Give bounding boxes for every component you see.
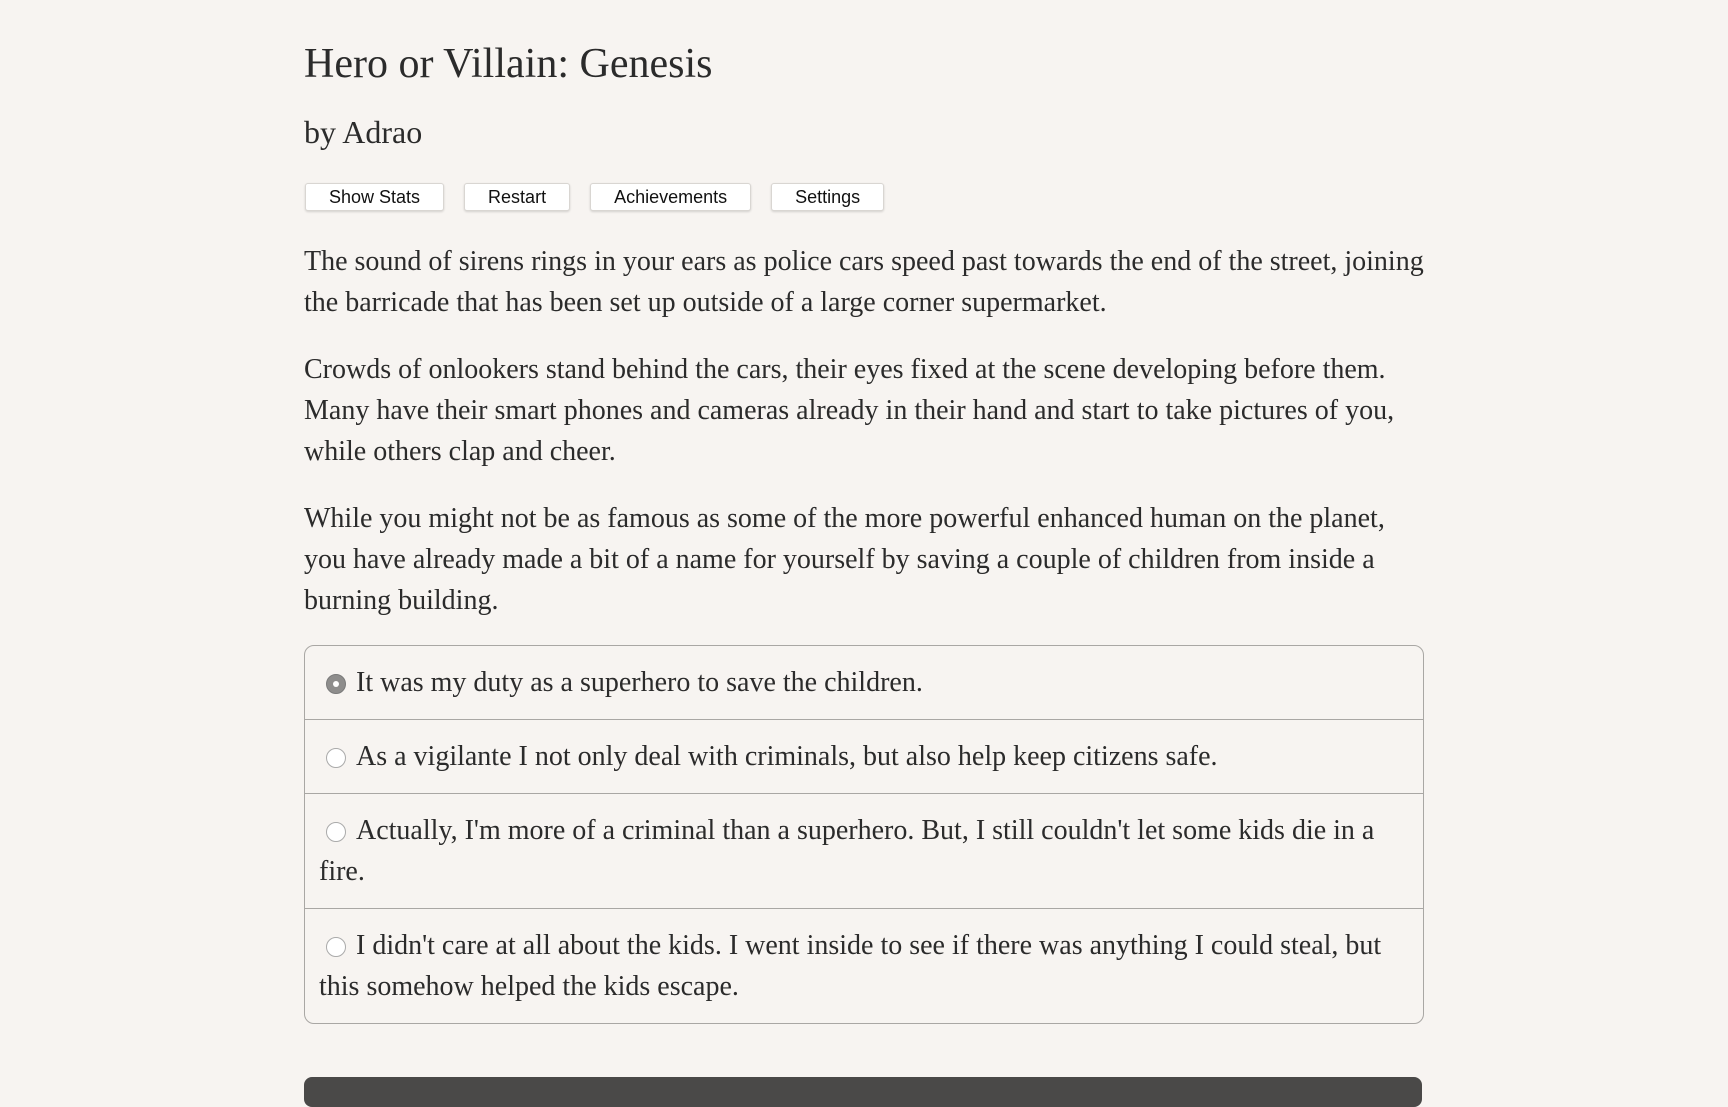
toolbar — [305, 183, 884, 211]
achievements-button[interactable]: Achievements — [590, 183, 751, 211]
settings-button[interactable]: Settings — [771, 183, 884, 211]
choice-option[interactable] — [305, 646, 1423, 719]
story-paragraph: Crowds of onlookers stand behind the cars, their eyes fixed at the scene developing before them. Many have their smart phones and cameras already in their hand and start to take pictures of you, while others clap and cheer. — [304, 354, 1395, 467]
story-paragraph: The sound of sirens rings in your ears as police cars speed past towards the end of the street, joining the barricade that has been set up outside of a large corner supermarket. — [304, 246, 1424, 318]
radio-icon[interactable] — [326, 822, 346, 842]
story-paragraph: While you might not be as famous as some of the more powerful enhanced human on the planet, you have already made a bit of a name for yourself by saving a couple of children from inside a burning building. — [304, 503, 1385, 616]
restart-button[interactable]: Restart — [464, 183, 570, 211]
radio-icon[interactable] — [326, 748, 346, 768]
show-stats-button[interactable]: Show Stats — [305, 183, 444, 211]
choice-label: As a vigilante I not only deal with criminals, but also help keep citizens safe. — [356, 741, 1218, 772]
author-line: by Adrao — [304, 114, 423, 150]
choice-option[interactable] — [305, 793, 1423, 908]
game-title: Hero or Villain: Genesis — [304, 41, 713, 87]
choice-option[interactable] — [305, 719, 1423, 793]
choice-option[interactable] — [305, 908, 1423, 1023]
choice-list — [304, 645, 1424, 1024]
choice-label: It was my duty as a superhero to save the children. — [356, 667, 923, 698]
choice-label: Actually, I'm more of a criminal than a superhero. But, I still couldn't let some kids die in a fire. — [319, 815, 1375, 887]
choice-label: I didn't care at all about the kids. I went inside to see if there was anything I could steal, but this somehow helped the kids escape. — [319, 930, 1382, 1002]
radio-icon[interactable] — [326, 937, 346, 957]
radio-selected-icon[interactable] — [326, 674, 346, 694]
story-text — [304, 241, 1424, 647]
next-button[interactable] — [304, 1077, 1422, 1107]
